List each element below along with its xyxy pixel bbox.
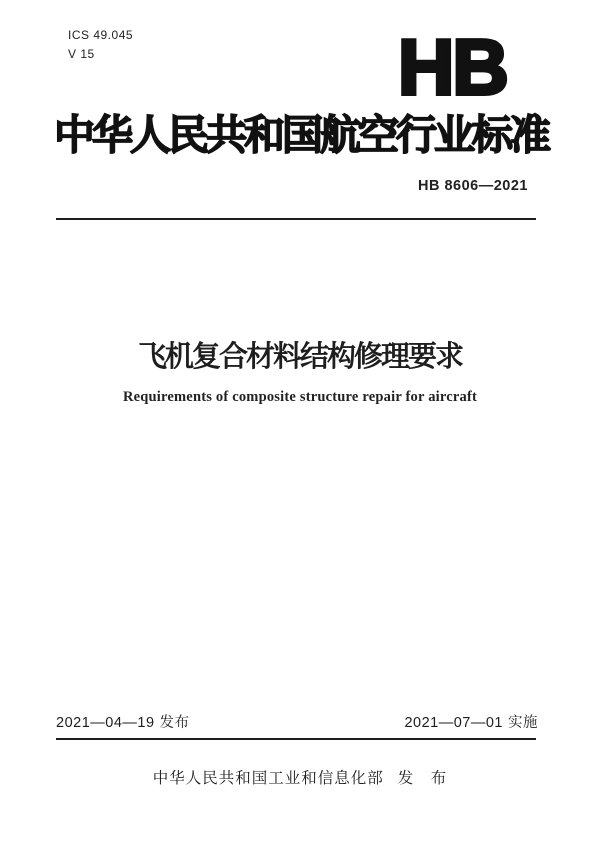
- publish-action-label: 发 布: [397, 770, 448, 787]
- ics-classification: V 15: [68, 47, 95, 61]
- standard-number: HB 8606—2021: [418, 178, 528, 194]
- issue-date-label: 发布: [159, 715, 190, 731]
- standard-category-title: 中华人民共和国航空行业标准: [54, 112, 548, 158]
- bottom-divider: [56, 738, 536, 740]
- ics-code-block: [68, 26, 133, 64]
- hb-logo: HB: [398, 23, 507, 111]
- publisher-name: 中华人民共和国工业和信息化部: [152, 770, 384, 787]
- document-title-english: Requirements of composite structure repair for aircraft: [122, 389, 478, 405]
- document-title-chinese: 飞机复合材料结构修理要求: [137, 341, 462, 373]
- ics-number: ICS 49.045: [68, 28, 134, 42]
- dates-row: [56, 711, 538, 732]
- publisher-line: [0, 766, 600, 788]
- issue-date-group: [56, 711, 190, 732]
- implement-date-label: 实施: [508, 715, 538, 731]
- implement-date-group: [404, 711, 538, 732]
- top-divider: [56, 218, 536, 220]
- issue-date-value: 2021—04—19: [56, 715, 155, 731]
- implement-date-value: 2021—07—01: [404, 715, 503, 731]
